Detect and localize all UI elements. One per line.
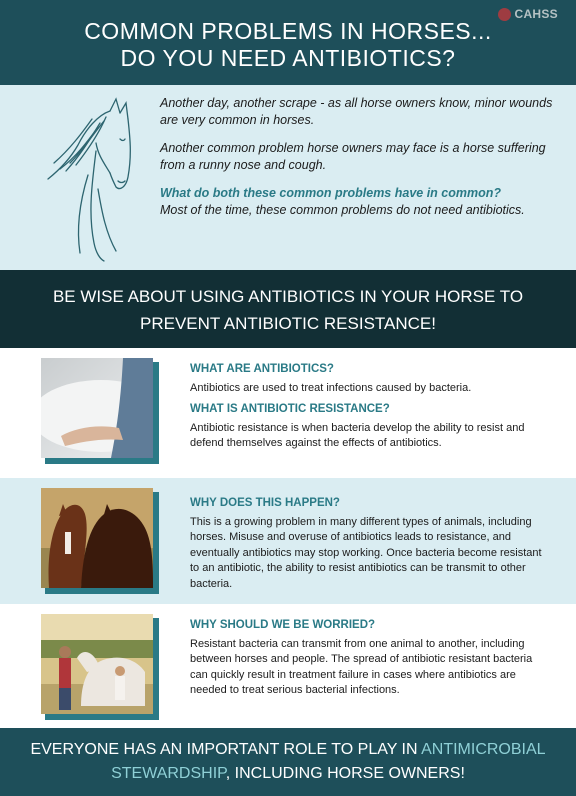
info-section-worried	[0, 604, 576, 728]
hand-on-horse-photo	[41, 358, 157, 462]
family-with-horse-image	[41, 614, 153, 714]
title-line-2: DO YOU NEED ANTIBIOTICS?	[120, 45, 456, 71]
section-body: Antibiotic resistance is when bacteria develop the ability to resist and defend themselves against the effects of antibiotics.	[190, 421, 525, 449]
footer-text-part-1: EVERYONE HAS AN IMPORTANT ROLE TO PLAY IN	[30, 741, 418, 758]
footer-text-part-2: , INCLUDING HORSE OWNERS!	[225, 765, 465, 782]
section-heading: WHY SHOULD WE BE WORRIED?	[190, 619, 376, 631]
info-section-antibiotics	[0, 348, 576, 478]
footer-accent-2: STEWARDSHIP	[111, 765, 226, 782]
logo-text: CAHSS	[514, 7, 558, 21]
banner-line-2: PREVENT ANTIBIOTIC RESISTANCE!	[140, 314, 436, 333]
hand-on-horse-image	[41, 358, 153, 458]
cahss-logo	[498, 6, 558, 22]
section-2-text	[190, 496, 550, 598]
intro-question: What do both these common problems have in common?	[160, 186, 501, 200]
section-heading: WHY DOES THIS HAPPEN?	[190, 497, 340, 509]
section-heading: WHAT ARE ANTIBIOTICS?	[190, 363, 334, 375]
title-line-1: COMMON PROBLEMS IN HORSES...	[84, 18, 492, 44]
footer-banner	[0, 728, 576, 796]
intro-text	[160, 95, 555, 230]
header	[0, 0, 576, 85]
section-heading: WHAT IS ANTIBIOTIC RESISTANCE?	[190, 403, 390, 415]
intro-paragraph-2: Another common problem horse owners may face is a horse suffering from a runny nose and cough.	[160, 141, 546, 172]
section-body: Resistant bacteria can transmit from one animal to another, including between horses and people. The spread of antibiotic resistant bacteria can quickly result in treatment failure in cases where antibiotics are needed to treat serious bacterial infections.	[190, 637, 533, 696]
two-horses-image	[41, 488, 153, 588]
cahss-logo-icon	[498, 8, 511, 21]
section-1-text	[190, 362, 550, 458]
warning-banner	[0, 270, 576, 348]
two-horses-photo	[41, 488, 157, 592]
horse-head-sketch-icon	[40, 93, 150, 263]
footer-accent-1: ANTIMICROBIAL	[421, 741, 546, 758]
family-with-horse-photo	[41, 614, 157, 718]
section-3-text	[190, 618, 550, 705]
section-body: Antibiotics are used to treat infections caused by bacteria.	[190, 381, 472, 394]
footer-text	[20, 738, 556, 786]
intro-paragraph-1: Another day, another scrape - as all horse owners know, minor wounds are very common in horses.	[160, 96, 553, 127]
banner-line-1: BE WISE ABOUT USING ANTIBIOTICS IN YOUR HORSE TO	[52, 287, 524, 306]
intro-answer: Most of the time, these common problems do not need antibiotics.	[160, 203, 525, 217]
intro-section	[0, 85, 576, 270]
banner-text	[20, 283, 556, 337]
section-body: This is a growing problem in many different types of animals, including horses. Misuse and overuse of antibiotics leads to resistance, and eventually antibiotics may stop working. Once bacteria become resistant to an antibiotic, the ability to resist antibiotics can be transmit to other bacteria.	[190, 515, 542, 590]
page-title	[0, 18, 576, 72]
info-section-why	[0, 478, 576, 604]
